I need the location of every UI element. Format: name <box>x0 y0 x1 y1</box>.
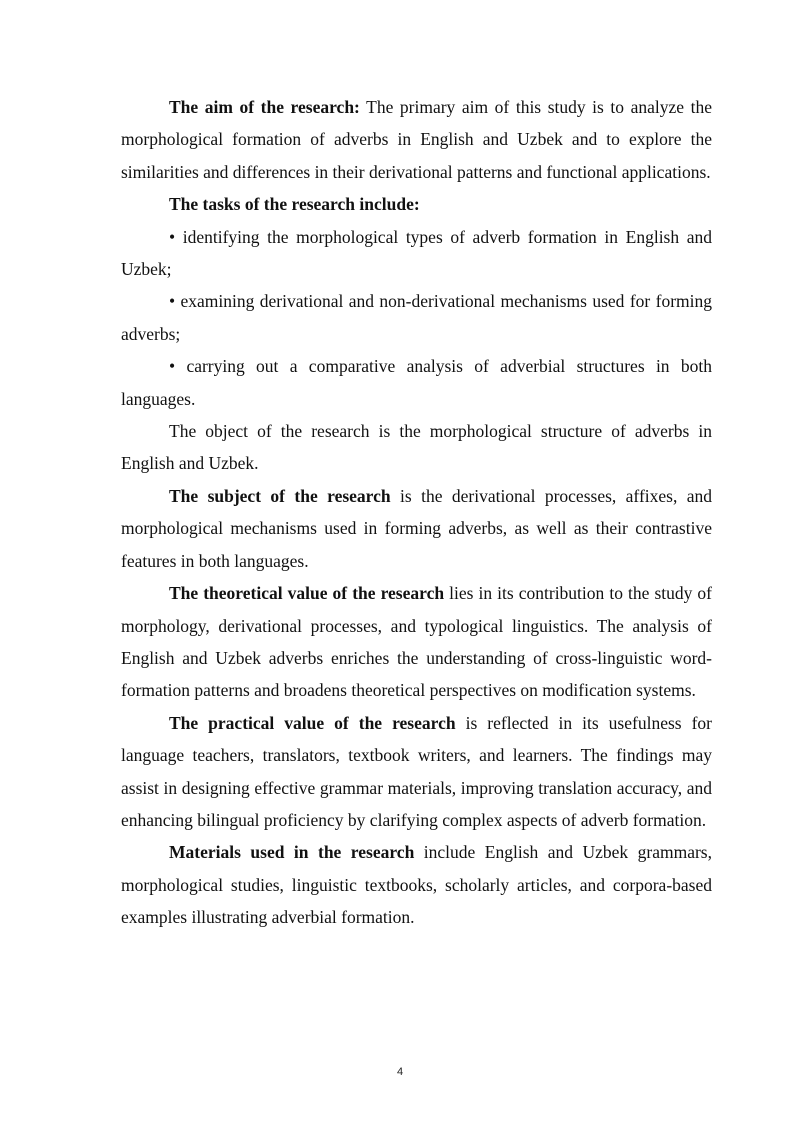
materials-paragraph <box>121 836 712 933</box>
practical-value-heading: The practical value of the research <box>169 712 456 733</box>
task-item: • identifying the morphological types of adverb formation in English and Uzbek; <box>121 226 712 280</box>
theoretical-value-paragraph <box>121 577 712 707</box>
theoretical-value-text: lies in its contribution to the study of morphology, derivational processes, and typological linguistics. The analysis of English and Uzbek adverbs enriches the understanding of cross-linguistic word-formation patterns and broadens theoretical perspectives on modification systems. <box>121 583 712 701</box>
aim-heading: The aim of the research: <box>169 97 360 117</box>
subject-paragraph <box>121 480 712 577</box>
materials-heading: Materials used in the research <box>169 842 415 863</box>
document-body <box>121 91 712 934</box>
task-item: • examining derivational and non-derivational mechanisms used for forming adverbs; <box>121 291 712 344</box>
page-number: 4 <box>396 1066 404 1078</box>
theoretical-value-heading: The theoretical value of the research <box>169 583 445 604</box>
task-item: • carrying out a comparative analysis of adverbial structures in both languages. <box>121 356 712 409</box>
tasks-paragraph <box>121 188 712 220</box>
materials-text: include English and Uzbek grammars, morphological studies, linguistic textbooks, scholarly articles, and corpora-based examples illustrating adverbial formation. <box>121 842 712 928</box>
subject-text: is the derivational processes, affixes, and morphological mechanisms used in forming adverbs, as well as their contrastive features in both languages. <box>121 485 712 571</box>
practical-value-paragraph <box>121 707 712 837</box>
object-paragraph: The object of the research is the morphological structure of adverbs in English and Uzbek. <box>121 421 712 474</box>
subject-heading: The subject of the research <box>169 485 391 506</box>
aim-text: The primary aim of this study is to analyze the morphological formation of adverbs in English and Uzbek and to explore the similarities and differences in their derivational patterns and functional applications. <box>121 97 712 182</box>
tasks-heading: The tasks of the research include: <box>169 194 420 215</box>
practical-value-text: is reflected in its usefulness for language teachers, translators, textbook writers, and learners. The findings may assist in designing effective grammar materials, improving translation accuracy, and enhancing bilingual proficiency by clarifying complex aspects of adverb formation. <box>121 712 712 830</box>
aim-paragraph <box>121 91 712 188</box>
